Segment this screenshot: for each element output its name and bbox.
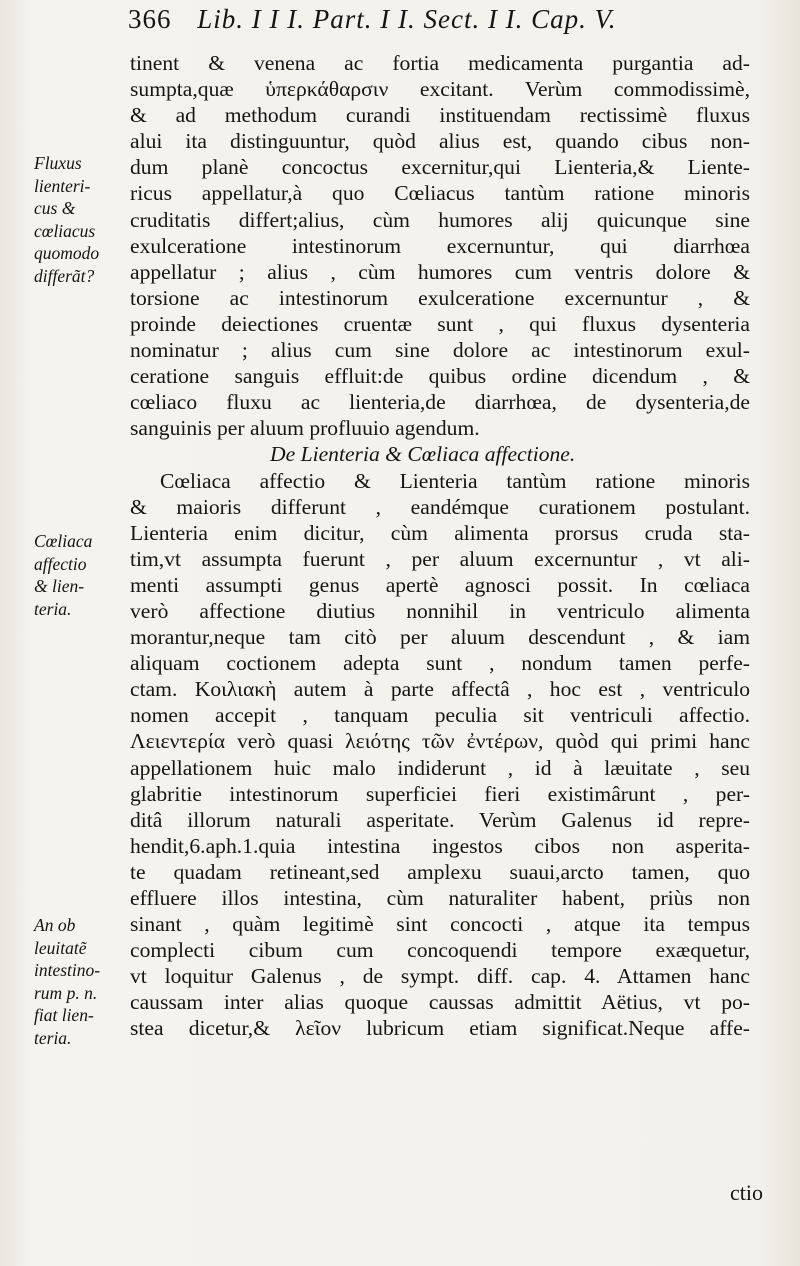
text-line: tinent & venena ac fortia medicamenta purgantia ad- xyxy=(130,51,750,75)
text-line: ctam. Κοιλιακὴ autem à parte affectâ , hoc est , ventriculo xyxy=(130,677,750,702)
margin-note-line: fiat lien- xyxy=(34,1005,94,1025)
margin-note-fluxus xyxy=(34,152,126,287)
text-line: sinant , quàm legitimè sint concocti , atque ita tempus xyxy=(130,912,750,937)
margin-note-line: Fluxus xyxy=(34,153,82,173)
text-line: menti assumpti genus apertè agnosci possit. In cœliaca xyxy=(130,572,750,597)
section-heading: De Lienteria & Cœliaca affectione. xyxy=(270,442,576,467)
text-line: verò affectione diutius nonnihil in ventriculo alimenta xyxy=(130,598,750,623)
text-line: cœliaco fluxu ac lienteria,de diarrhœa, de dysenteria,de xyxy=(130,390,750,415)
text-line: glabritie intestinorum superficiei fieri existimârunt , per- xyxy=(130,781,750,806)
margin-note-line: intestino- xyxy=(34,960,101,980)
text-line: tim,vt assumpta fuerunt , per aluum excernuntur , vt ali- xyxy=(130,546,750,571)
margin-note-leuitate xyxy=(34,914,126,1049)
margin-note-line: affectio xyxy=(34,553,87,574)
text-line: appellationem huic malo indiderunt , id à læuitate , seu xyxy=(130,755,750,780)
text-line: morantur,neque tam citò per aluum descendunt , & iam xyxy=(130,625,750,650)
text-line: complecti cibum cum concoquendi tempore exæquetur, xyxy=(130,938,750,963)
text-line: exulceratione intestinorum excernuntur, qui diarrhœa xyxy=(130,233,750,258)
text-line: caussam inter alias quoque caussas admittit Aëtius, vt po- xyxy=(130,990,750,1015)
text-line: nominatur ; alius cum sine dolore ac intestinorum exul- xyxy=(130,338,750,363)
text-line: nomen accepit , tanquam peculia sit ventriculi affectio. xyxy=(130,703,750,728)
margin-note-line: teria. xyxy=(34,1027,72,1048)
text-line: cruditatis differt;alius, cùm humores alij quicunque sine xyxy=(130,207,750,232)
text-line: effluere illos intestina, cùm naturaliter habent, priùs non xyxy=(130,886,750,910)
text-line: sanguinis per aluum profluuio agendum. xyxy=(130,416,480,441)
margin-note-line: leuitatẽ xyxy=(34,937,87,958)
page-number: 366 xyxy=(128,4,172,34)
text-line: dum planè concoctus excernitur,qui Lienteria,& Liente- xyxy=(130,155,750,180)
text-line: stea dicetur,& λεῖον lubricum etiam significat.Neque affe- xyxy=(130,1016,750,1041)
margin-note-line: Cœliaca xyxy=(34,531,93,551)
running-title: Lib. I I I. Part. I I. Sect. I I. Cap. V. xyxy=(197,4,617,34)
text-line: vt loquitur Galenus , de sympt. diff. cap. 4. Attamen hanc xyxy=(130,964,750,989)
catchword: ctio xyxy=(730,1180,763,1205)
text-line: Λειεντερία verò quasi λειότης τῶν ἐντέρων, quòd qui primi hanc xyxy=(130,729,750,754)
margin-note-line: teria. xyxy=(34,598,72,619)
text-line: & maioris differunt , eandémque curationem postulant. xyxy=(130,494,750,519)
text-line: Lienteria enim dicitur, cùm alimenta prorsus cruda sta- xyxy=(130,520,750,545)
margin-note-line: rum p. n. xyxy=(34,982,98,1003)
margin-note-line: & lien- xyxy=(34,576,85,596)
text-line: hendit,6.aph.1.quia intestina ingestos cibos non asperita- xyxy=(130,833,750,858)
text-line: aliquam coctionem adepta sunt , nondum tamen perfe- xyxy=(130,651,750,676)
page-header xyxy=(128,4,768,35)
text-line: te quadam retineant,sed amplexu suaui,arcto tamen, quo xyxy=(130,859,750,884)
text-line: torsione ac intestinorum exulceratione excernuntur , & xyxy=(130,285,750,310)
margin-note-line: differãt? xyxy=(34,265,95,286)
margin-note-line: cus & xyxy=(34,198,76,218)
margin-note-line: An ob xyxy=(34,915,76,935)
text-line: Cœliaca affectio & Lienteria tantùm ratione minoris xyxy=(160,468,750,493)
margin-note-line: lienteri- xyxy=(34,175,91,196)
text-line: ditâ illorum naturali asperitate. Verùm Galenus id repre- xyxy=(130,807,750,832)
text-line: sumpta,quæ ὑπερκάθαρσιν excitant. Verùm commodissimè, xyxy=(130,77,750,102)
text-line: appellatur ; alius , cùm humores cum ventris dolore & xyxy=(130,259,750,284)
text-line: alui ita distinguuntur, quòd alius est, quando cibus non- xyxy=(130,129,750,154)
text-line: & ad methodum curandi instituendam rectissimè fluxus xyxy=(130,103,750,128)
text-line: proinde deiectiones cruentæ sunt , qui fluxus dysenteria xyxy=(130,311,750,336)
text-line: ricus appellatur,à quo Cœliacus tantùm ratione minoris xyxy=(130,181,750,206)
margin-note-line: quomodo xyxy=(34,243,100,263)
main-text xyxy=(130,50,750,1042)
text-line: ceratione sanguis effluit:de quibus ordine dicendum , & xyxy=(130,364,750,389)
margin-note-coeliaca xyxy=(34,530,126,620)
margin-note-line: cœliacus xyxy=(34,220,96,241)
